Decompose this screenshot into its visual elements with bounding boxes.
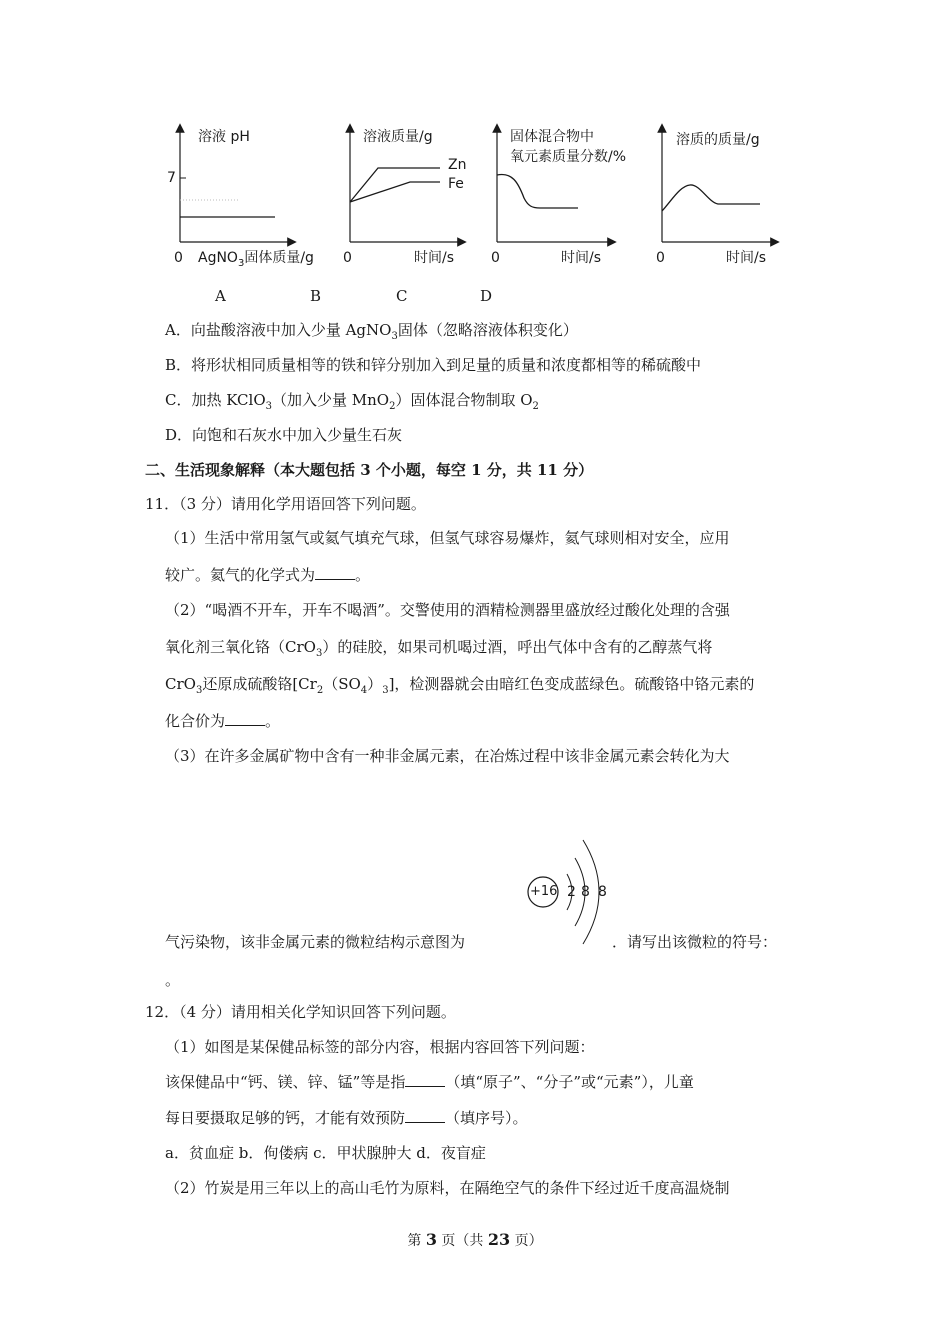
graph-c-caption: C (396, 287, 408, 305)
graphs-svg (0, 0, 950, 280)
q11-p2-line4: 化合价为 。 (165, 712, 281, 730)
q11-blank-1[interactable] (315, 565, 355, 580)
graph-a-caption: A (215, 287, 226, 305)
graph-b-fe-label: Fe (448, 176, 464, 192)
q12-p1-line2: 该保健品中“钙、镁、锌、锰”等是指 （填“原子”、“分子”或“元素”），儿童 (165, 1073, 694, 1091)
q12-p1: （1）如图是某保健品标签的部分内容，根据内容回答下列问题： (165, 1038, 595, 1056)
q12-blank-2[interactable] (405, 1108, 445, 1123)
q11-p1-line2: 较广。氦气的化学式为 。 (165, 566, 371, 584)
graph-c (497, 128, 612, 242)
graph-b (350, 128, 462, 242)
graph-d-y-label: 溶质的质量/g (676, 132, 760, 148)
graph-c-y-label-2: 氧元素质量分数/% (510, 149, 627, 165)
q11-p2-line2: 氧化剂三氧化铬（CrO$_3$）的硅胶，如果司机喝过酒，呼出气体中含有的乙醇蒸气将 (165, 638, 713, 659)
q11-p3-line3: 。 (165, 971, 181, 989)
graph-b-caption: B (310, 287, 322, 305)
section-heading: 二、生活现象解释（本大题包括 3 个小题，每空 1 分，共 11 分） (145, 461, 594, 479)
atom-shell-3-count: 8 (598, 884, 607, 900)
graph-b-y-label: 溶液质量/g (363, 129, 433, 145)
option-d: D．向饱和石灰水中加入少量生石灰 (165, 426, 403, 444)
option-b: B．将形状相同质量相等的铁和锌分别加入到足量的质量和浓度都相等的稀硫酸中 (165, 356, 702, 374)
page-footer: 第 3 页（共 23 页） (407, 1230, 543, 1249)
q11-p1-line1: （1）生活中常用氢气或氦气填充气球，但氢气球容易爆炸，氦气球则相对安全，应用 (165, 529, 730, 547)
q11-p2-line1: （2）“喝酒不开车，开车不喝酒”。交警使用的酒精检测器里盛放经过酸化处理的含强 (165, 601, 730, 619)
graph-b-x-label: 时间/s (414, 250, 455, 266)
q11-p2-line3: CrO$_3$还原成硫酸铬$[Cr_2(SO_4)_3]$，检测器就会由暗红色变成蓝绿色。硫酸铬中铬元素的 (165, 675, 755, 696)
graph-a-origin: 0 (174, 250, 183, 266)
q11-blank-2[interactable] (225, 711, 265, 726)
atom-shell-1-count: 2 (567, 884, 576, 900)
q11-p3-line2: 气污染物，该非金属元素的微粒结构示意图为 (165, 933, 466, 951)
graph-b-origin: 0 (343, 250, 352, 266)
graph-a (180, 128, 292, 242)
q12-options: a．贫血症 b．佝偻病 c．甲状腺肿大 d．夜盲症 (165, 1144, 486, 1162)
q12-p2: （2）竹炭是用三年以上的高山毛竹为原料，在隔绝空气的条件下经过近千度高温烧制 (165, 1179, 730, 1197)
graph-b-zn-label: Zn (448, 157, 467, 173)
graph-d-origin: 0 (656, 250, 665, 266)
graph-a-y-label: 溶液 pH (198, 129, 250, 145)
q12-title: 12．（4 分）请用相关化学知识回答下列问题。 (145, 1003, 456, 1021)
graph-d-caption: D (480, 287, 493, 305)
graph-a-x-label: AgNO$_3$固体质量/g (198, 250, 314, 269)
atom-nucleus-label: +16 (530, 884, 558, 899)
graph-a-y-tick: 7 (167, 170, 176, 186)
q12-blank-1[interactable] (405, 1072, 445, 1087)
graph-d-x-label: 时间/s (726, 250, 767, 266)
q11-p3-line1: （3）在许多金属矿物中含有一种非金属元素，在冶炼过程中该非金属元素会转化为大 (165, 747, 730, 765)
q11-p3-line2-tail: ．请写出该微粒的符号： (612, 933, 778, 951)
q11-title: 11．（3 分）请用化学用语回答下列问题。 (145, 495, 426, 513)
graph-c-x-label: 时间/s (561, 250, 602, 266)
option-c: C．加热 KClO$_3$（加入少量 MnO$_2$）固体混合物制取 $O_2$ (165, 391, 539, 412)
graph-c-origin: 0 (491, 250, 500, 266)
graph-c-curve (497, 174, 578, 208)
graph-d-curve (662, 185, 760, 211)
option-a: A．向盐酸溶液中加入少量 AgNO$_3$固体（忽略溶液体积变化） (165, 321, 578, 342)
graph-c-y-label-1: 固体混合物中 (510, 129, 594, 145)
atom-shell-2-count: 8 (581, 884, 590, 900)
q12-p1-line3: 每日要摄取足够的钙，才能有效预防 （填序号）。 (165, 1109, 528, 1127)
